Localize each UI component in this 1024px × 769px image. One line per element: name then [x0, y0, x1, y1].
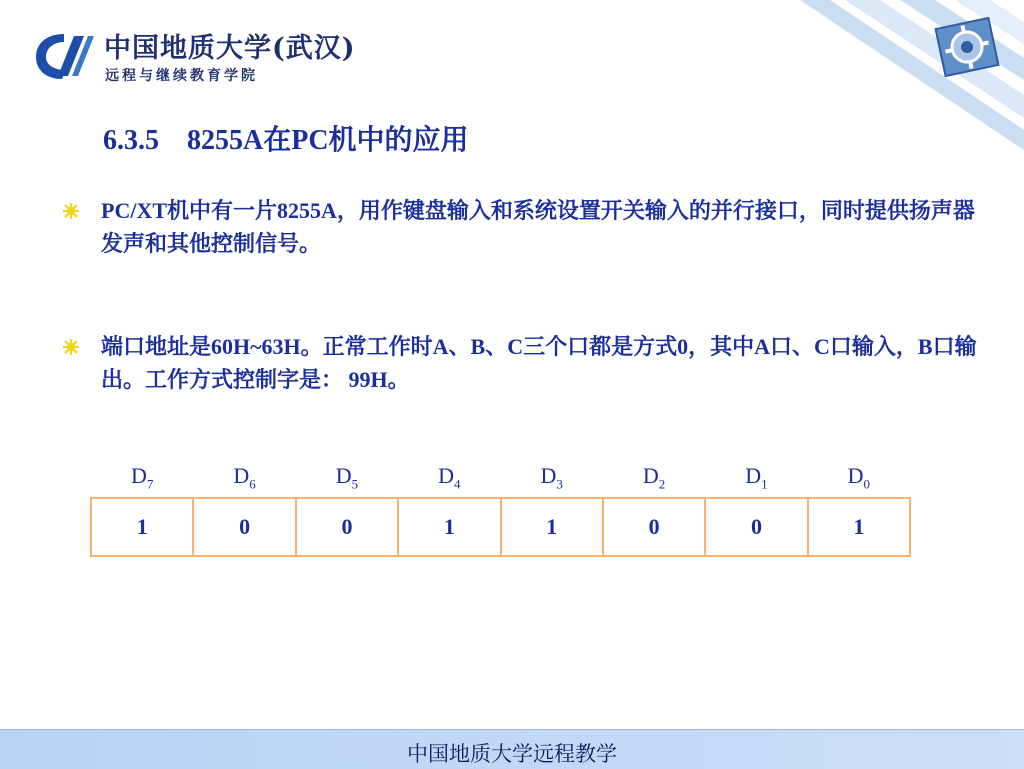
bit-value-row [91, 498, 910, 556]
bit-header: $D_0$ [847, 463, 870, 492]
bit-value-cell: 1 [398, 498, 500, 556]
bit-header: $D_6$ [233, 463, 256, 492]
school-name: 中国地质大学(武汉) [104, 33, 356, 64]
bullet-item [62, 194, 992, 260]
bit-header: $D_4$ [438, 463, 461, 492]
bit-header: $D_2$ [642, 463, 666, 492]
bit-header: $D_1$ [745, 463, 768, 492]
bit-value-cell: 0 [603, 498, 705, 556]
slide-title: 6.3.5 8255A在PC机中的应用 [103, 125, 469, 156]
bit-header: $D_7$ [130, 463, 154, 492]
footer-bar [0, 729, 1024, 769]
header-decoration [0, 0, 1024, 200]
sunburst-bullet-icon [62, 338, 80, 356]
control-word-table [90, 459, 911, 557]
footer-text: 中国地质大学远程教学 [407, 742, 617, 766]
bullet-item [62, 330, 992, 396]
bit-header: $D_5$ [335, 463, 359, 492]
school-subtitle: 远程与继续教育学院 [105, 68, 258, 84]
bit-value-cell: 1 [808, 498, 910, 556]
sunburst-bullet-icon [62, 202, 80, 220]
bit-header: $D_3$ [540, 463, 563, 492]
cug-logo-icon [34, 30, 96, 82]
bit-value-cell: 1 [91, 498, 193, 556]
bullet-text: 端口地址是60H~63H。正常工作时A、B、C三个口都是方式0，其中A口、C口输入，B口输出。工作方式控制字是： 99H。 [101, 334, 977, 392]
bit-value-cell: 0 [296, 498, 398, 556]
bit-value-cell: 0 [705, 498, 807, 556]
gear-badge-icon [934, 17, 1000, 77]
bit-header-row [91, 459, 910, 498]
bullet-text: PC/XT机中有一片8255A，用作键盘输入和系统设置开关输入的并行接口，同时提供扬声器发声和其他控制信号。 [101, 198, 975, 256]
bit-value-cell: 0 [193, 498, 295, 556]
bit-value-cell: 1 [501, 498, 603, 556]
